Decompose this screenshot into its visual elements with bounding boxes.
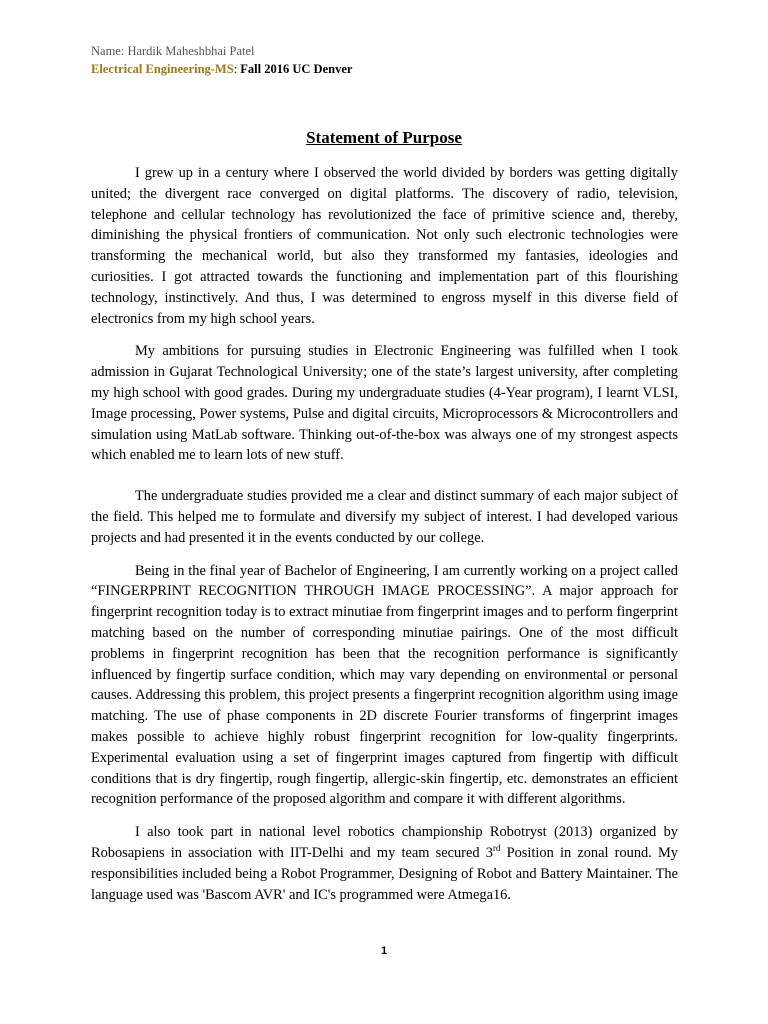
program-line [91, 60, 352, 78]
program-term: Fall 2016 UC Denver [240, 62, 353, 76]
document-header [91, 42, 352, 78]
paragraph-4: Being in the final year of Bachelor of Engineering, I am currently working on a project called “FINGERPRINT RECOGNITION THROUGH IMAGE PROCESSING”. A major approach for fingerprint recognition today is to extract minutiae from fingerprint images and to perform fingerprint matching based on the number of corresponding minutiae pairings. One of the most difficult problems in fingerprint recognition has been that the recognition performance is significantly influenced by fingertip surface condition, which may vary depending on environmental or personal causes. Addressing this problem, this project presents a fingerprint recognition algorithm using image matching. The use of phase components in 2D discrete Fourier transforms of fingerprint images makes possible to achieve highly robust fingerprint recognition for low-quality fingerprints. Experimental evaluation using a set of fingerprint images captured from fingertip with difficult conditions that is dry fingertip, rough fingertip, allergic-skin fingertip, etc. demonstrates an efficient recognition performance of the proposed algorithm and compare it with different algorithms. [91, 562, 678, 808]
page-number: 1 [380, 945, 388, 957]
program-name: Electrical Engineering-MS [91, 62, 234, 76]
ordinal-suffix: rd [492, 843, 501, 854]
paragraph-3: The undergraduate studies provided me a clear and distinct summary of each major subject of the field. This helped me to formulate and diversify my subject of interest. I had developed various projects and had presented it in the events conducted by our college. [91, 488, 678, 546]
paragraph-5 [91, 822, 678, 905]
program-separator: : [233, 62, 238, 76]
page-title: Statement of Purpose [306, 128, 462, 147]
applicant-name: Name: Hardik Maheshbhai Patel [91, 44, 255, 58]
paragraph-5-start: I also took part in national level robotics championship Robotryst (2013) organized by Robosapiens in association with IIT-Delhi and my team secured 3 [91, 824, 678, 861]
document-body [91, 163, 678, 905]
paragraph-5-end: Position in zonal round. My responsibilities included being a Robot Programmer, Designing of Robot and Battery Maintainer. The language used was 'Bascom AVR' and IC's programmed were Atmega16. [91, 844, 678, 903]
paragraph-1: I grew up in a century where I observed the world divided by borders was getting digitally united; the divergent race converged on digital platforms. The discovery of radio, television, telephone and cellular technology has revolutionized the face of primitive science and, thereby, diminishing the physical frontiers of communication. Not only such electronic technologies were transforming the mechanical world, but also they transformed my fantasies, ideologies and curiosities. I got attracted towards the functioning and implementation part of this flourishing technology, instinctively. And thus, I was determined to engross myself in this diverse field of electronics from my high school years. [91, 165, 678, 327]
paragraph-2: My ambitions for pursuing studies in Electronic Engineering was fulfilled when I took admission in Gujarat Technological University; one of the state’s largest university, after completing my high school with good grades. During my undergraduate studies (4-Year program), I learnt VLSI, Image processing, Power systems, Pulse and digital circuits, Microprocessors & Microcontrollers and simulation using MatLab software. Thinking out-of-the-box was always one of my strongest aspects which enabled me to learn lots of new stuff. [91, 343, 678, 464]
